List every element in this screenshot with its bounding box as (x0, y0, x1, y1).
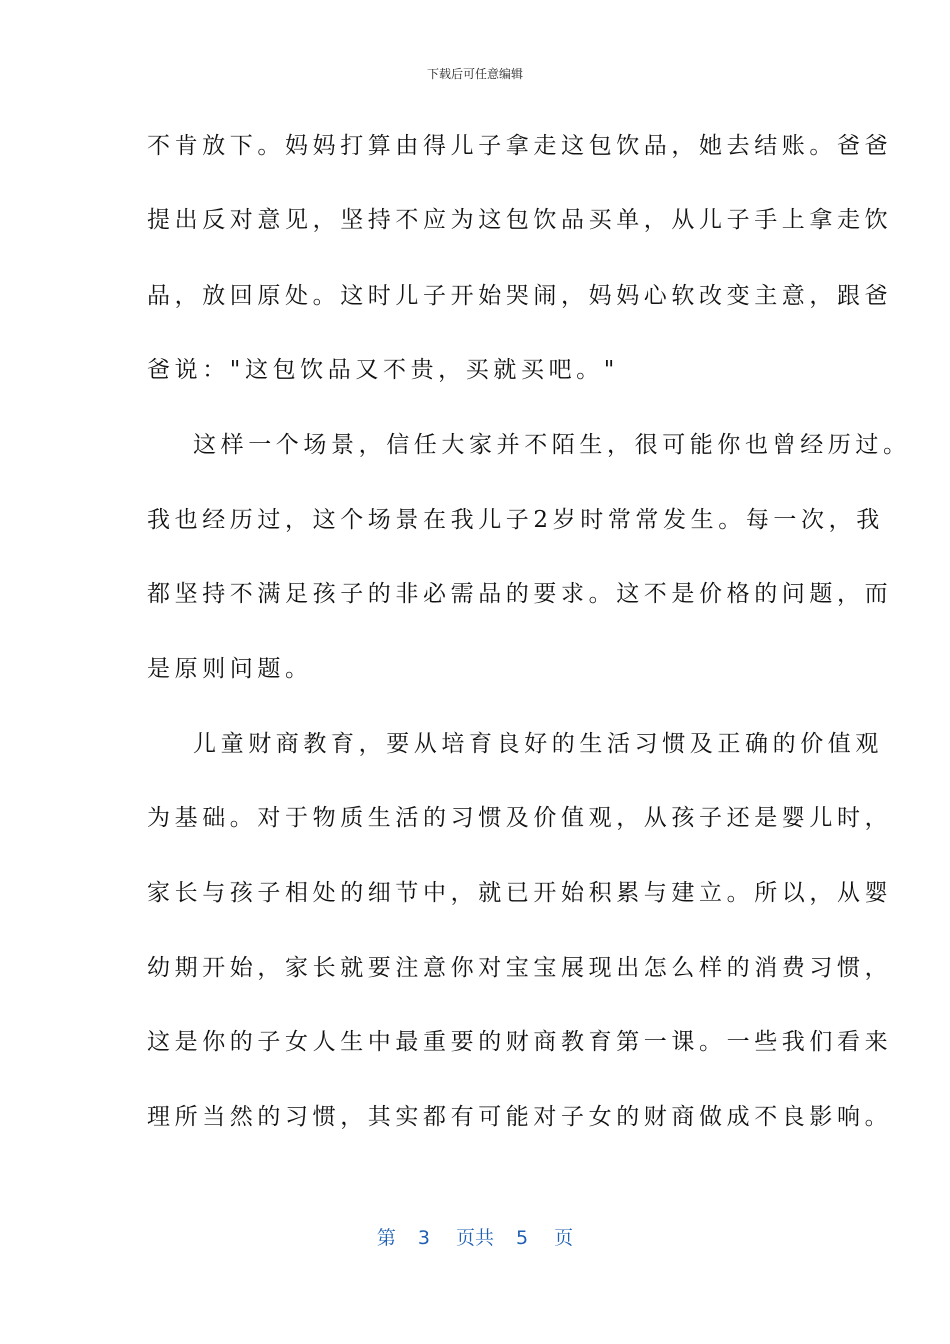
text-line: 我也经历过，这个场景在我儿子2岁时常常发生。每一次，我 (147, 507, 884, 533)
page-suffix: 页 (554, 1227, 574, 1249)
text-line: 为基础。对于物质生活的习惯及价值观，从孩子还是婴儿时， (147, 805, 893, 831)
text-line: 都坚持不满足孩子的非必需品的要求。这不是价格的问题，而 (147, 581, 893, 607)
text-line: 品，放回原处。这时儿子开始哭闹，妈妈心软改变主意，跟爸 (147, 283, 893, 309)
current-page: 3 (417, 1227, 430, 1249)
text-line: 是原则问题。 (147, 656, 313, 682)
total-pages: 5 (516, 1227, 529, 1249)
text-line: 家长与孩子相处的细节中，就已开始积累与建立。所以，从婴 (147, 880, 893, 906)
page-middle: 页共 (455, 1227, 494, 1249)
text-line: 这是你的子女人生中最重要的财商教育第一课。一些我们看来 (147, 1029, 893, 1055)
paragraph-first-line: 儿童财商教育，要从培育良好的生活习惯及正确的价值观 (193, 731, 883, 757)
page-prefix: 第 (376, 1227, 396, 1249)
text-line: 不肯放下。妈妈打算由得儿子拿走这包饮品，她去结账。爸爸 (147, 133, 893, 159)
paragraph-first-line: 这样一个场景，信任大家并不陌生，很可能你也曾经历过。 (193, 432, 911, 458)
page-header-note: 下载后可任意编辑 (426, 67, 523, 81)
text-line: 理所当然的习惯，其实都有可能对子女的财商做成不良影响。 (147, 1104, 893, 1130)
text-line: 爸说："这包饮品又不贵，买就买吧。" (147, 357, 619, 383)
text-line: 提出反对意见，坚持不应为这包饮品买单，从儿子手上拿走饮 (147, 207, 893, 233)
text-line: 幼期开始，家长就要注意你对宝宝展现出怎么样的消费习惯， (147, 955, 893, 981)
page-number (0, 1226, 950, 1250)
